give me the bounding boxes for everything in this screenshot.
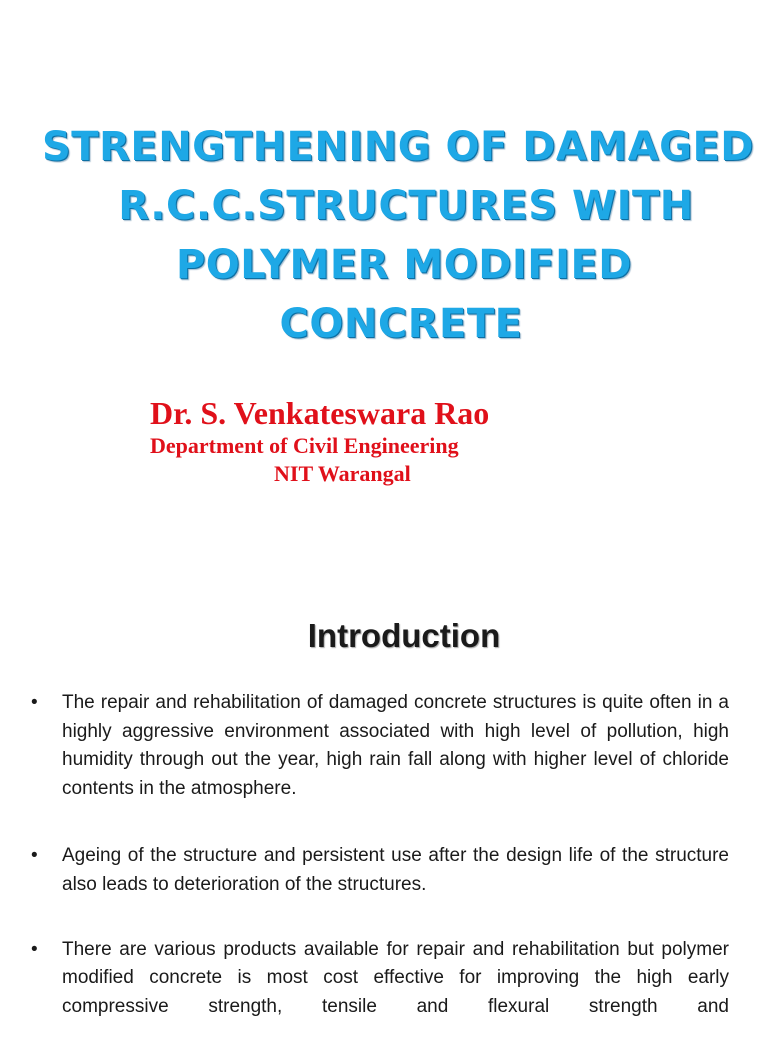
section-heading: Introduction	[307, 617, 501, 654]
list-item	[31, 689, 729, 803]
list-item	[31, 842, 729, 899]
bullet-list	[31, 689, 729, 1060]
bullet-icon: •	[31, 938, 38, 960]
author-institution: NIT Warangal	[274, 461, 411, 486]
author-name: Dr. S. Venkateswara Rao	[150, 395, 490, 431]
author-block	[150, 394, 489, 488]
bullet-icon: •	[31, 845, 38, 867]
title-line: R.C.C.STRUCTURES WITH	[118, 183, 694, 229]
author-department: Department of Civil Engineering	[150, 433, 459, 458]
bullet-text: The repair and rehabilitation of damaged concrete structures is quite often in a highly aggressive environment associated with high level of pollution, high humidity through out the year, high rain fall along with higher level of chloride contents in the atmosphere.	[62, 692, 729, 799]
list-item	[31, 936, 729, 1022]
title-line: STRENGTHENING OF DAMAGED	[41, 124, 755, 170]
title-line: POLYMER MODIFIED	[175, 242, 633, 288]
bullet-text: There are various products available for repair and rehabilitation but polymer modified concrete is most cost effective for improving the high early compressive strength, tensile and flexural strength and	[62, 938, 729, 1017]
bullet-text: Ageing of the structure and persistent use after the design life of the structure also leads to deterioration of the structures.	[62, 845, 729, 895]
bullet-icon: •	[31, 692, 38, 713]
title-line: CONCRETE	[279, 301, 523, 347]
slide-title	[0, 118, 768, 354]
